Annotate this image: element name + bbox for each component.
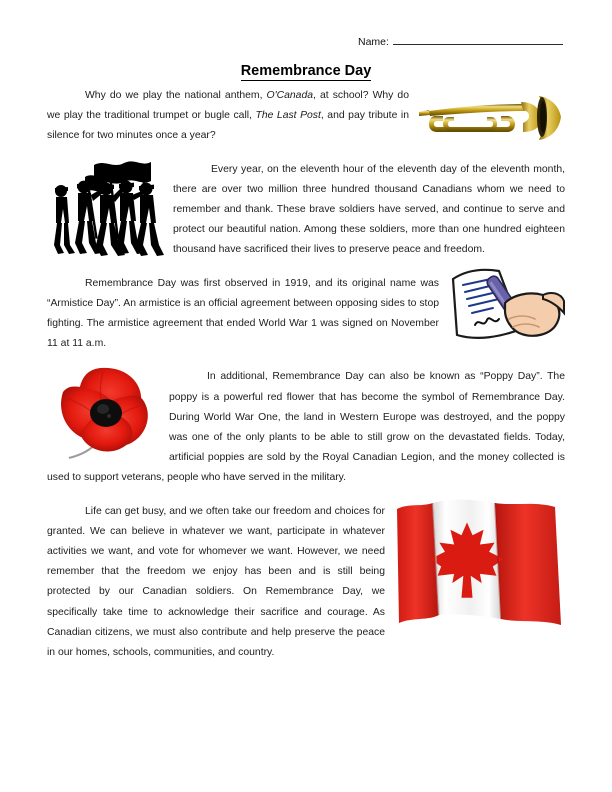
intro-title-lastpost: The Last Post [255, 110, 321, 122]
intro-seg-2: , at school? Why do we play the traditional trumpet or bugle call, [47, 90, 409, 122]
marching-soldiers-image [47, 151, 165, 271]
paragraph-freedom: Life can get busy, and we often take our freedom and choices for granted. We can believe in whatever we want, participate in whatever activities we want, and vote for whomever we want. However, we need remember that the freedom we enjoy has been and is still being protected by our Canadian soldiers. On Remembrance Day, we specifically take time to acknowledge their sacrifice and courage. As Canadian citizens, we must also contribute and help preserve the peace in our homes, schools, communities, and country. [47, 505, 385, 659]
signing-document-image [447, 263, 565, 349]
name-field-row [358, 33, 563, 48]
paragraph-poppy-day: In additional, Remembrance Day can also be known as “Poppy Day”. The poppy is a powerful red flower that has become the symbol of Remembrance Day. During World War One, the land in Western Europe was destroyed, and the poppy was one of the only plants to be able to still grow on the devastated fields. Today, artificial poppies are sold by the Royal Canadian Legion, and the money collected is used to support veterans, people who have served in the military. [47, 371, 565, 484]
page-title-text: Remembrance Day [240, 63, 372, 79]
intro-title-ocanada: O'Canada [266, 90, 314, 101]
poppy-flower-image [47, 356, 159, 464]
intro-seg-1: Why do we play the national anthem, [85, 90, 267, 101]
intro-seg-3: , and pay tribute in silence for two minutes once a year? [47, 110, 409, 142]
page-title [0, 63, 612, 79]
paragraph-armistice: Remembrance Day was first observed in 1919, and its original name was “Armistice Day”. An armistice is an official agreement between opposing sides to stop fighting. The armistice agreement that ended World War 1 was signed on November 11 at 11 a.m. [47, 277, 439, 350]
paragraph-every-year: Every year, on the eleventh hour of the eleventh day of the eleventh month, there are over two million three hundred thousand Canadians whom we need to remember and thank. These brave soldiers have served, and continue to serve and protect our beautiful nation. Among these soldiers, more than one hundred eighteen thousand have sacrificed their lives to preserve peace and freedom. [173, 163, 565, 256]
name-label: Name: [358, 36, 389, 48]
worksheet-body [47, 86, 565, 663]
bugle-image [415, 90, 565, 148]
canadian-flag-image [395, 497, 565, 635]
name-blank-line[interactable] [393, 33, 563, 45]
